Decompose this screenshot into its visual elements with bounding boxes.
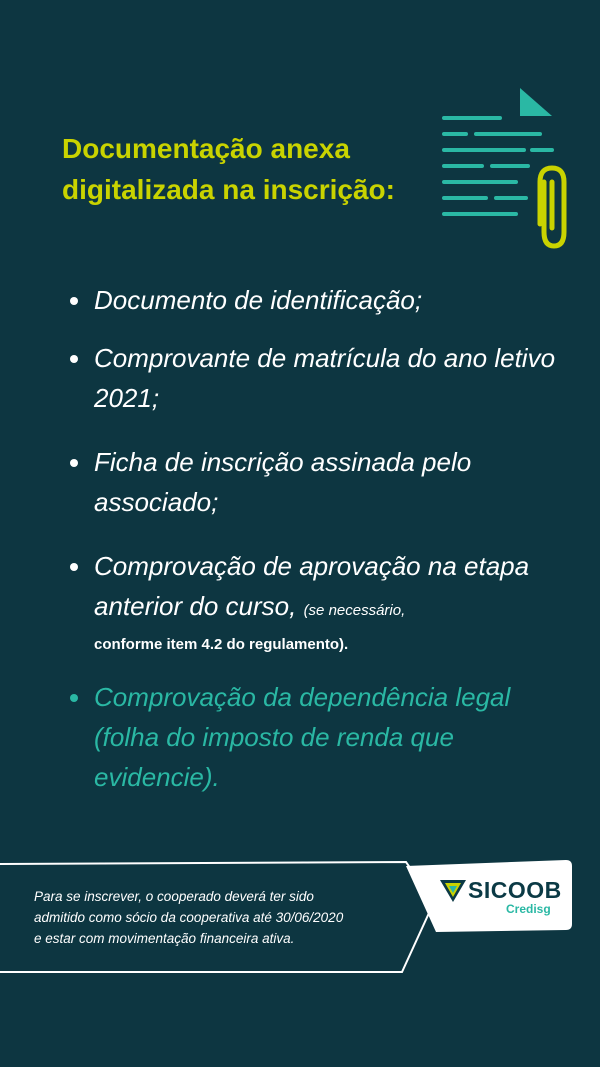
sicoob-logo — [440, 874, 560, 918]
logo-subtitle: Credisg — [506, 902, 551, 916]
footer-note — [34, 886, 414, 949]
footer-line-2: admitido como sócio da cooperativa até 30/06/2020 — [34, 910, 344, 925]
list-item-note: (se necessário, — [303, 602, 406, 619]
list-item-text: Comprovação de aprovação na etapa anterior do curso, — [94, 551, 530, 621]
document-with-paperclip-icon — [436, 86, 576, 254]
list-item-text: Documento de identificação; — [94, 285, 423, 315]
requirements-list — [70, 280, 570, 797]
footer-line-1: Para se inscrever, o cooperado deverá ter sido — [34, 889, 314, 904]
list-item-text: Comprovação da dependência legal (folha do imposto de renda que evidencie). — [94, 682, 511, 792]
bullet-icon — [70, 297, 78, 305]
sicoob-mark-icon — [440, 878, 466, 904]
bullet-icon — [70, 694, 78, 702]
list-item-text: Ficha de inscrição assinada pelo associado; — [94, 447, 472, 517]
list-item-note-bold: conforme item 4.2 do regulamento). — [94, 636, 349, 653]
page-title-line-1: Documentação anexa — [62, 133, 350, 164]
list-item-highlighted — [70, 677, 570, 797]
list-item-text: Comprovante de matrícula do ano letivo 2021; — [94, 343, 556, 413]
footer-line-3: e estar com movimentação financeira ativa. — [34, 931, 295, 946]
list-item — [70, 338, 570, 418]
list-item — [70, 280, 570, 320]
list-item — [70, 442, 570, 522]
page-title — [62, 128, 442, 210]
page-title-line-2: digitalizada na inscrição: — [62, 174, 395, 205]
list-item — [70, 546, 570, 655]
bullet-icon — [70, 355, 78, 363]
bullet-icon — [70, 459, 78, 467]
bullet-icon — [70, 563, 78, 571]
logo-name: SICOOB — [468, 877, 562, 903]
